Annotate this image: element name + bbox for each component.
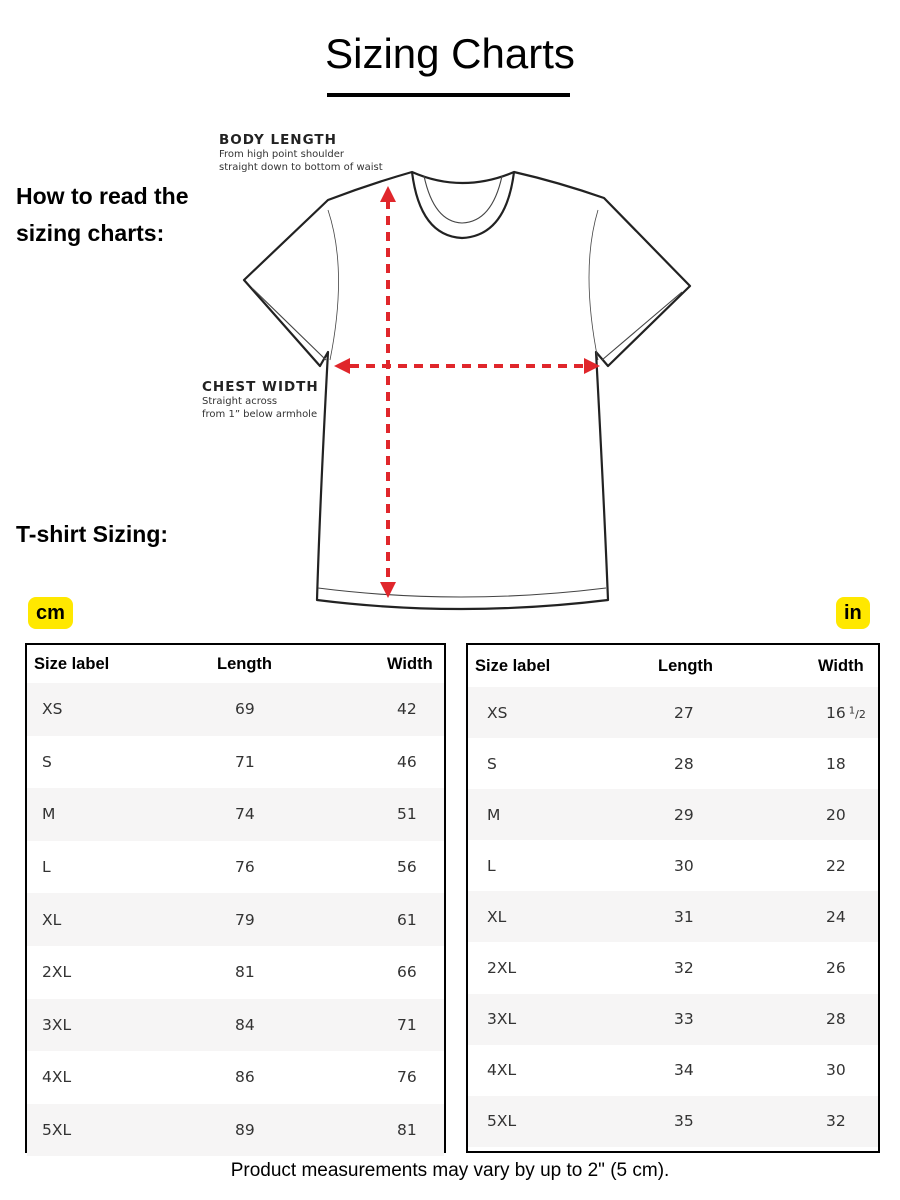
cell-width bbox=[387, 788, 444, 841]
cell-width bbox=[387, 946, 444, 999]
length-value: 76 bbox=[235, 858, 255, 877]
cell-size bbox=[468, 994, 658, 1045]
length-value: 69 bbox=[235, 700, 255, 719]
width-value: 28 bbox=[826, 1010, 846, 1029]
cell-width bbox=[818, 891, 878, 942]
cell-size bbox=[27, 683, 217, 736]
size-value: 5XL bbox=[487, 1112, 517, 1131]
table-row bbox=[468, 994, 878, 1045]
cm-header-width: Width bbox=[387, 654, 433, 673]
size-value: XL bbox=[42, 910, 62, 929]
width-value: 16 bbox=[826, 703, 846, 722]
length-value: 33 bbox=[674, 1010, 694, 1029]
in-header-width: Width bbox=[818, 656, 864, 675]
cell-width bbox=[818, 994, 878, 1045]
body-length-line-1: From high point shoulder bbox=[219, 149, 345, 160]
cm-size-table bbox=[25, 643, 446, 1153]
cell-length bbox=[217, 736, 387, 789]
table-row bbox=[468, 840, 878, 891]
length-value: 89 bbox=[235, 1121, 255, 1140]
length-value: 81 bbox=[235, 963, 255, 982]
cell-width bbox=[818, 1045, 878, 1096]
title-underline bbox=[327, 93, 570, 97]
body-length-callout bbox=[219, 132, 383, 174]
cell-size bbox=[27, 1051, 217, 1104]
body-length-title: BODY LENGTH bbox=[219, 132, 337, 148]
table-row bbox=[27, 788, 444, 841]
width-value: 56 bbox=[397, 858, 417, 877]
how-to-read-line-2: sizing charts: bbox=[16, 220, 165, 246]
cell-width bbox=[818, 840, 878, 891]
cell-size bbox=[27, 946, 217, 999]
cell-length bbox=[658, 1096, 818, 1147]
width-value: 76 bbox=[397, 1068, 417, 1087]
size-value: 5XL bbox=[42, 1121, 72, 1140]
width-value: 61 bbox=[397, 910, 417, 929]
length-value: 27 bbox=[674, 703, 694, 722]
cell-size bbox=[27, 841, 217, 894]
cell-size bbox=[27, 736, 217, 789]
measurement-disclaimer: Product measurements may vary by up to 2" (5 cm). bbox=[230, 1160, 670, 1181]
width-value: 71 bbox=[397, 1015, 417, 1034]
cell-length bbox=[217, 946, 387, 999]
length-value: 34 bbox=[674, 1061, 694, 1080]
cell-size bbox=[468, 1096, 658, 1147]
cell-length bbox=[658, 687, 818, 738]
size-value: 2XL bbox=[487, 959, 517, 978]
length-value: 35 bbox=[674, 1112, 694, 1131]
width-value: 32 bbox=[826, 1112, 846, 1131]
width-value: 42 bbox=[397, 700, 417, 719]
size-value: 3XL bbox=[42, 1015, 72, 1034]
size-value: 4XL bbox=[487, 1061, 517, 1080]
in-table-header bbox=[468, 645, 878, 687]
cell-size bbox=[468, 891, 658, 942]
size-value: XS bbox=[487, 703, 508, 722]
page-title: Sizing Charts bbox=[325, 30, 575, 77]
cell-size bbox=[468, 942, 658, 993]
width-value: 24 bbox=[826, 907, 846, 926]
cell-width bbox=[818, 789, 878, 840]
in-header-length: Length bbox=[658, 656, 713, 675]
chest-width-title: CHEST WIDTH bbox=[202, 379, 319, 395]
how-to-read-line-1: How to read the bbox=[16, 183, 189, 209]
chest-width-line-2: from 1” below armhole bbox=[202, 409, 318, 420]
tshirt-sizing-heading: T-shirt Sizing: bbox=[16, 521, 169, 547]
length-value: 32 bbox=[674, 959, 694, 978]
body-length-line-2: straight down to bottom of waist bbox=[219, 162, 383, 173]
length-value: 28 bbox=[674, 754, 694, 773]
cell-width bbox=[387, 736, 444, 789]
table-row bbox=[27, 893, 444, 946]
width-value: 81 bbox=[397, 1121, 417, 1140]
size-value: XS bbox=[42, 700, 63, 719]
cell-length bbox=[217, 788, 387, 841]
cell-length bbox=[658, 789, 818, 840]
width-value: 18 bbox=[826, 754, 846, 773]
size-value: L bbox=[42, 858, 51, 877]
how-to-read-heading bbox=[16, 178, 189, 252]
cell-width bbox=[387, 893, 444, 946]
table-row bbox=[27, 683, 444, 736]
table-row bbox=[468, 1096, 878, 1147]
cm-unit-badge: cm bbox=[28, 597, 73, 629]
table-row bbox=[468, 687, 878, 738]
cell-width bbox=[387, 1051, 444, 1104]
fraction-numerator: 1 bbox=[848, 704, 856, 716]
table-row bbox=[27, 999, 444, 1052]
cell-length bbox=[658, 1045, 818, 1096]
cm-table-header bbox=[27, 645, 444, 683]
cell-size bbox=[468, 687, 658, 738]
width-value: 46 bbox=[397, 752, 417, 771]
cell-length bbox=[658, 994, 818, 1045]
cell-width bbox=[818, 738, 878, 789]
chest-width-line-1: Straight across bbox=[202, 396, 278, 407]
width-value: 66 bbox=[397, 963, 417, 982]
in-size-table bbox=[466, 643, 880, 1153]
length-value: 71 bbox=[235, 752, 255, 771]
cell-length bbox=[658, 942, 818, 993]
length-value: 84 bbox=[235, 1015, 255, 1034]
size-value: L bbox=[487, 856, 496, 875]
cell-length bbox=[217, 683, 387, 736]
cell-width bbox=[818, 942, 878, 993]
table-row bbox=[27, 736, 444, 789]
length-value: 86 bbox=[235, 1068, 255, 1087]
cell-length bbox=[217, 893, 387, 946]
chest-width-callout bbox=[202, 379, 319, 421]
cell-width bbox=[818, 1096, 878, 1147]
cell-length bbox=[658, 840, 818, 891]
cell-size bbox=[468, 789, 658, 840]
width-value: 26 bbox=[826, 959, 846, 978]
cell-size bbox=[468, 738, 658, 789]
size-value: XL bbox=[487, 907, 507, 926]
length-value: 30 bbox=[674, 856, 694, 875]
length-value: 31 bbox=[674, 907, 694, 926]
size-value: 4XL bbox=[42, 1068, 72, 1087]
width-value: 51 bbox=[397, 805, 417, 824]
cell-size bbox=[27, 893, 217, 946]
cell-width bbox=[387, 1104, 444, 1157]
size-value: 2XL bbox=[42, 963, 72, 982]
width-fraction: $^1$/2 bbox=[848, 704, 866, 721]
table-row bbox=[27, 1051, 444, 1104]
width-value: 30 bbox=[826, 1061, 846, 1080]
cell-length bbox=[217, 1051, 387, 1104]
cell-width bbox=[387, 841, 444, 894]
in-header-size: Size label bbox=[475, 656, 551, 675]
table-row bbox=[27, 1104, 444, 1157]
cell-size bbox=[468, 840, 658, 891]
cell-width bbox=[818, 687, 878, 738]
table-row bbox=[468, 789, 878, 840]
table-row bbox=[468, 1045, 878, 1096]
size-value: S bbox=[487, 754, 497, 773]
cell-length bbox=[217, 999, 387, 1052]
tshirt-diagram bbox=[200, 120, 720, 620]
table-row bbox=[27, 946, 444, 999]
cell-width bbox=[387, 999, 444, 1052]
length-value: 29 bbox=[674, 805, 694, 824]
size-value: M bbox=[487, 805, 501, 824]
size-value: S bbox=[42, 752, 52, 771]
cell-width bbox=[387, 683, 444, 736]
cm-header-length: Length bbox=[217, 654, 272, 673]
cell-length bbox=[217, 1104, 387, 1157]
cell-size bbox=[468, 1045, 658, 1096]
table-row bbox=[468, 942, 878, 993]
cell-length bbox=[217, 841, 387, 894]
width-value: 20 bbox=[826, 805, 846, 824]
cell-size bbox=[27, 999, 217, 1052]
table-row bbox=[468, 891, 878, 942]
length-value: 79 bbox=[235, 910, 255, 929]
table-row bbox=[27, 841, 444, 894]
size-value: M bbox=[42, 805, 56, 824]
cell-length bbox=[658, 738, 818, 789]
cell-size bbox=[27, 1104, 217, 1157]
length-value: 74 bbox=[235, 805, 255, 824]
cell-length bbox=[658, 891, 818, 942]
table-row bbox=[468, 738, 878, 789]
cm-header-size: Size label bbox=[34, 654, 110, 673]
size-value: 3XL bbox=[487, 1010, 517, 1029]
width-value: 22 bbox=[826, 856, 846, 875]
fraction-denominator: 2 bbox=[858, 707, 866, 721]
cell-size bbox=[27, 788, 217, 841]
in-unit-badge: in bbox=[836, 597, 870, 629]
